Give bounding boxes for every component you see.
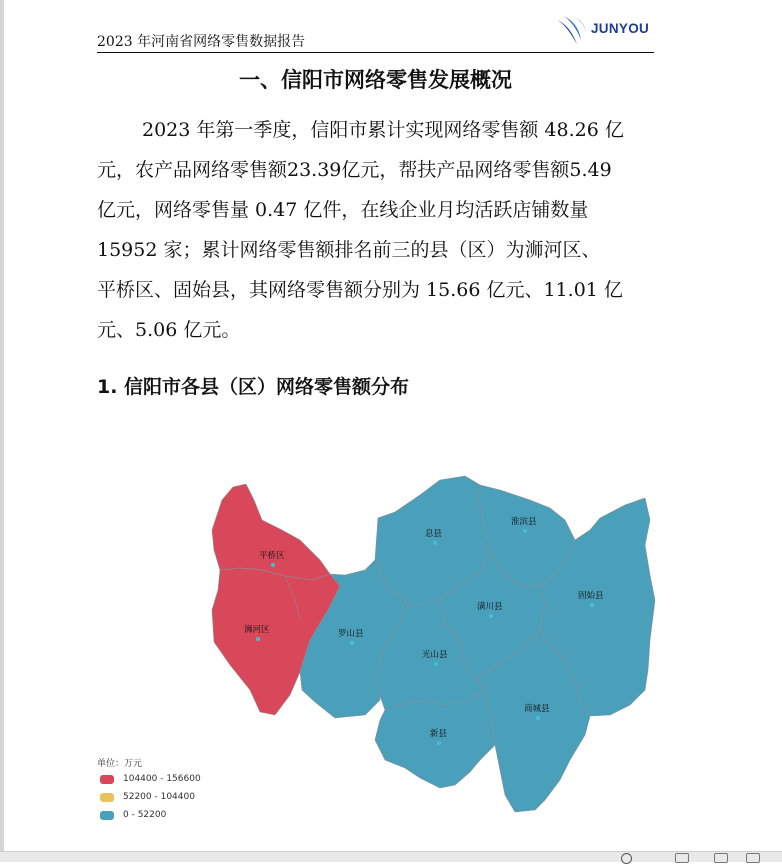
region-dot <box>489 614 493 618</box>
legend-unit: 单位：万元 <box>97 759 143 769</box>
region-pingqiao[interactable] <box>212 484 330 580</box>
junyou-logo <box>555 14 655 46</box>
paragraph-line: 2023 年第一季度，信阳市累计实现网络零售额 48.26 亿 <box>142 119 624 141</box>
region-label: 新县 <box>430 729 448 739</box>
region-label: 淮滨县 <box>511 517 537 527</box>
legend-label: 104400 - 156600 <box>123 774 201 784</box>
paragraph-line: 平桥区、固始县，其网络零售额分别为 15.66 亿元、11.01 亿 <box>97 279 623 301</box>
overview-paragraph <box>97 110 654 350</box>
paragraph-line: 元，农产品网络零售额23.39亿元，帮扶产品网络零售额5.49 <box>97 159 612 181</box>
legend-label: 52200 - 104400 <box>123 792 195 802</box>
paragraph-line: 亿元，网络零售量 0.47 亿件，在线企业月均活跃店铺数量 <box>97 199 589 221</box>
legend-swatch <box>100 811 114 820</box>
paragraph-line: 15952 家；累计网络零售额排名前三的县（区）为浉河区、 <box>97 239 601 261</box>
region-dot <box>437 741 441 745</box>
header-divider <box>97 52 654 53</box>
region-dot <box>590 603 594 607</box>
fit-page-icon[interactable] <box>714 853 728 863</box>
paragraph-line: 元、5.06 亿元。 <box>97 319 241 341</box>
region-dot <box>536 716 540 720</box>
legend-swatch <box>100 775 114 784</box>
region-label: 平桥区 <box>259 551 285 561</box>
region-label: 潢川县 <box>477 602 503 612</box>
report-header-title: 2023 年河南省网络零售数据报告 <box>97 34 306 50</box>
legend-swatch <box>100 793 114 802</box>
region-dot <box>256 637 260 641</box>
subheading: 1. 信阳市各县（区）网络零售额分布 <box>97 376 410 398</box>
region-label: 光山县 <box>422 650 448 660</box>
logo-swoosh-icon <box>555 14 591 46</box>
page-view-icon[interactable] <box>675 853 689 863</box>
region-dot <box>523 529 527 533</box>
section-title: 一、信阳市网络零售发展概况 <box>239 68 512 92</box>
read-mode-icon[interactable] <box>746 853 760 863</box>
region-label: 息县 <box>425 529 443 539</box>
legend-label: 0 - 52200 <box>123 810 167 820</box>
zoom-icon[interactable] <box>621 853 632 864</box>
window-edge <box>0 0 4 861</box>
region-dot <box>434 662 438 666</box>
region-label: 浉河区 <box>244 625 270 635</box>
region-dot <box>350 641 354 645</box>
region-label: 固始县 <box>578 591 604 601</box>
viewer-status-bar <box>0 851 782 862</box>
region-label: 商城县 <box>524 704 550 714</box>
region-dot <box>433 541 437 545</box>
region-dot <box>271 563 275 567</box>
region-label: 罗山县 <box>338 629 364 639</box>
county-sales-map <box>200 470 660 820</box>
logo-text: JUNYOU <box>591 21 650 36</box>
